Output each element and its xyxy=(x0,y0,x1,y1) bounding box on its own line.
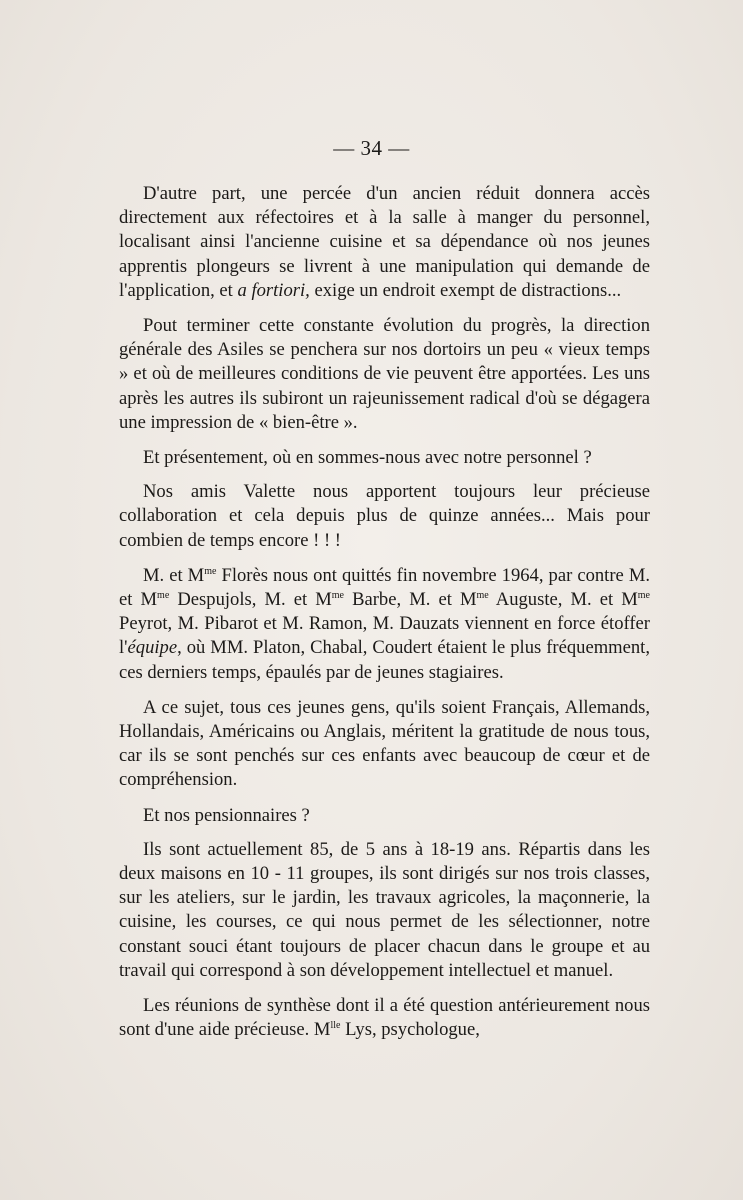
paragraph-9: Les réunions de synthèse dont il a été question antérieurement nous sont d'une aide précieuse. $M^{lle}$ Lys, psychologue, xyxy=(119,995,650,1041)
paragraph-6: A ce sujet, tous ces jeunes gens, qu'ils soient Français, Allemands, Hollandais, Américains ou Anglais, méritent la gratitude de nous tous, car ils se sont penchés sur ces enfants avec beaucoup de cœur et de compréhension. xyxy=(119,696,650,791)
emphasis-a-fortiori: a fortiori, xyxy=(237,279,310,301)
paragraph-3: Et présentement, où en sommes-nous avec notre personnel ? xyxy=(143,447,592,469)
page-number: — 34 — xyxy=(333,136,410,160)
paragraph-5: M. et $M^{me}$ Florès nous ont quittés fin novembre 1964, par contre M. et $M^{me}$ Despujols, M. et $M^{me}$ Barbe, M. et $M^{me}$ Auguste, M. et $M^{me}$ Peyrot, M. Pibarot et M. Ramon, M. Dauzats viennent en force étoffer l'équipe, où MM. Platon, Chabal, Coudert étaient le plus fréquemment, ces derniers temps, épaulés par de jeunes stagiaires. xyxy=(119,564,650,683)
body-text xyxy=(119,182,650,1054)
paragraph-2: Pout terminer cette constante évolution du progrès, la direction générale des Asiles se penchera sur nos dortoirs un peu « vieux temps » et où de meilleures conditions de vie peuvent être apportées. Les uns après les autres ils subiront un rajeunissement radical d'où se dégagera une impression de « bien-être ». xyxy=(119,315,650,433)
emphasis-equipe: équipe xyxy=(127,637,178,659)
paragraph-1: D'autre part, une percée d'un ancien réduit donnera accès directement aux réfectoires et à la salle à manger du personnel, localisant ainsi l'ancienne cuisine et sa dépendance où nos jeunes apprentis plongeurs se livrent à une manipulation qui demande de l'application, et a fortiori, exige un endroit exempt de distractions... xyxy=(119,183,650,301)
paragraph-8: Ils sont actuellement 85, de 5 ans à 18-19 ans. Répartis dans les deux maisons en 10 - 11 groupes, ils sont dirigés sur nos trois classes, sur les ateliers, sur le jardin, les travaux agricoles, la maçonnerie, la cuisine, les courses, ce qui nous permet de les sélectionner, notre constant souci étant toujours de placer chacun dans le groupe et au travail qui correspond à son développement intellectuel et manuel. xyxy=(119,838,650,981)
paragraph-4: Nos amis Valette nous apportent toujours leur précieuse collaboration et cela depuis plus de quinze années... Mais pour combien de temps encore ! ! ! xyxy=(119,481,650,551)
paragraph-7: Et nos pensionnaires ? xyxy=(143,804,310,826)
